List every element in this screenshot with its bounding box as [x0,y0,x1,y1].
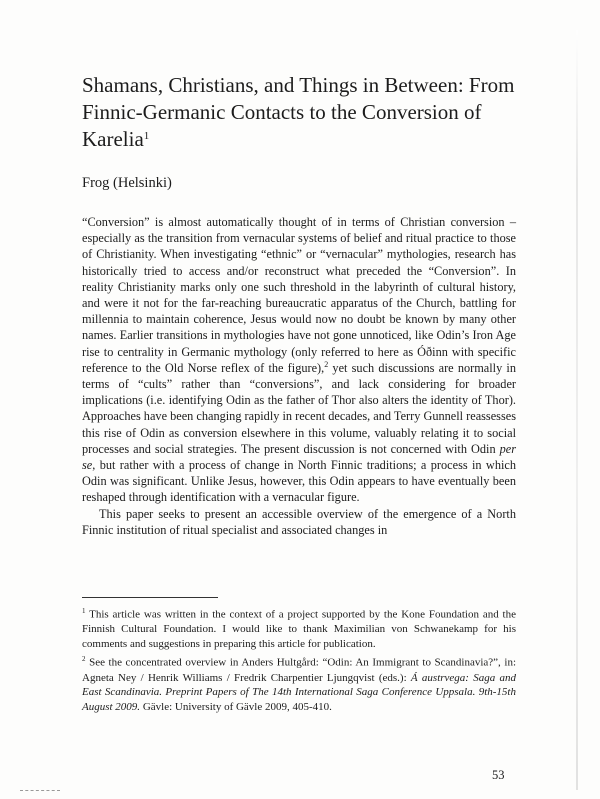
author-line: Frog (Helsinki) [82,175,172,191]
footnote-1 [82,604,516,651]
scan-mark [20,790,60,793]
footnote-ref-2: 2 [324,359,329,369]
scan-edge-shadow [576,30,578,790]
footnote-separator [82,597,218,598]
footnotes [82,604,516,715]
body-text [82,214,516,538]
p1-italic: per se [82,441,516,473]
title-text: Shamans, Christians, and Things in Between: From Finnic-Germanic Contacts to the Conversion of Karelia [82,73,515,151]
footnote-2-italic: Á austrvega: Saga and East Scandinavia. Preprint Papers of The 14th International Saga Conference Uppsala. 9th-15th August 2009. [82,671,516,713]
footnote-2-text-a: See the concentrated overview in Anders Hultgård: “Odin: An Immigrant to Scandinavia?”, in: Agneta Ney / Henrik Williams / Fredrik Charpentier Ljungqvist (eds.): [82,657,516,684]
paragraph-1 [82,214,516,506]
p1-part-3: , but rather with a process of change in North Finnic traditions; a process in which Odin was significant. Unlike Jesus, however, this Odin appears to have eventually been reshaped through identification with a vernacular figure. [82,458,516,505]
footnote-2-text-b: Gävle: University of Gävle 2009, 405-410. [140,700,332,713]
footnote-1-text: This article was written in the context of a project supported by the Kone Foundation and the Finnish Cultural Foundation. I would like to thank Maximilian von Schwanekamp for his comments and suggestions in preparing this article for publication. [82,608,516,650]
paper-title [82,72,522,153]
title-footnote-ref: 1 [143,130,150,142]
page-number: 53 [492,768,505,782]
footnote-2 [82,652,516,714]
paragraph-2: This paper seeks to present an accessible overview of the emergence of a North Finnic institution of ritual specialist and associated changes in [82,506,516,537]
footnote-2-number: 2 [82,655,86,664]
p1-part-2: yet such discussions are normally in terms of “cults” rather than “conversions”, and lack considering for broader implications (i.e. identifying Odin as the father of Thor also alters the identity of Thor). Approaches have been changing rapidly in recent decades, and Terry Gunnell reassesses this rise of Odin as conversion elsewhere in this volume, valuably relating it to social processes and social strategies. The present discussion is not concerned with Odin [82,360,516,456]
p1-part-1: “Conversion” is almost automatically thought of in terms of Christian conversion – especially as the transition from vernacular systems of belief and ritual practice to those of Christianity. When investigating “ethnic” or “vernacular” mythologies, research has historically tried to access and/or reconstruct what preceded the “Conversion”. In reality Christianity marks only one such threshold in the labyrinth of cultural history, and were it not for the far-reaching bureaucratic apparatus of the Church, battling for millennia to maintain coherence, Jesus would now no doubt be known by many other names. Earlier transitions in mythologies have not gone unnoticed, like Odin’s Iron Age rise to centrality in Germanic mythology (only referred to here as Óðinn with specific reference to the Old Norse reflex of the figure), [82,215,516,375]
footnote-1-number: 1 [82,607,86,615]
